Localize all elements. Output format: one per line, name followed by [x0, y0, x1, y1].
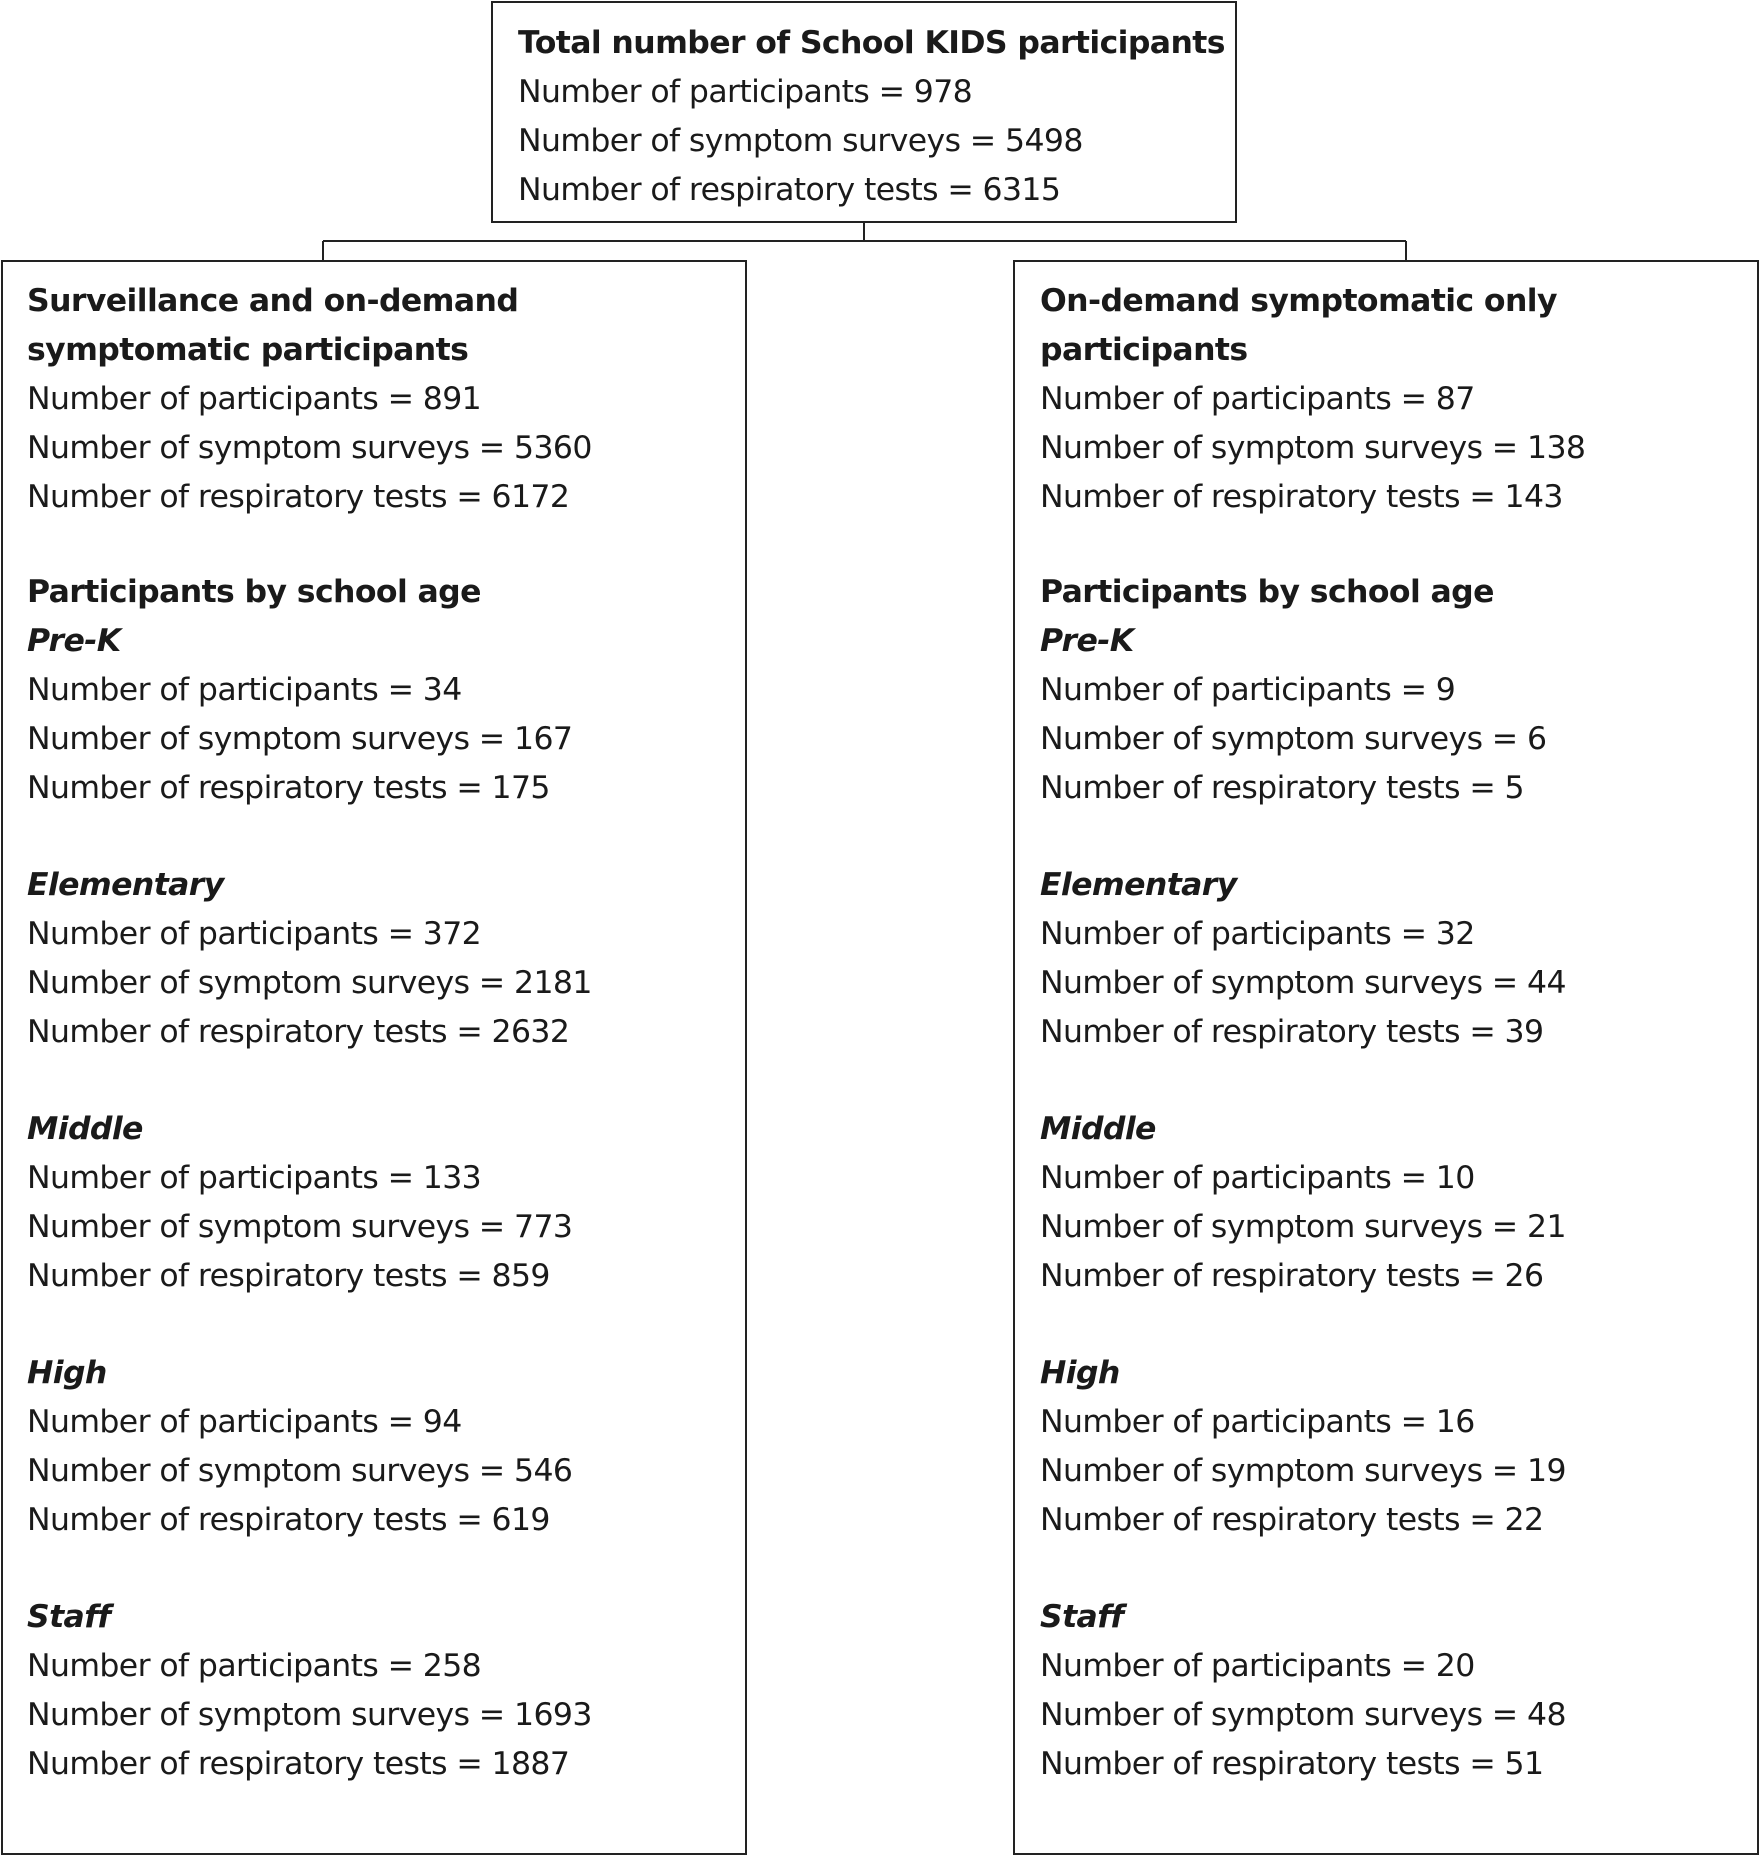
right-box-title-line1: On-demand symptomatic only [1040, 283, 1557, 319]
left-participants-count: Number of participants = 891 [27, 381, 482, 417]
right-group-elementary [1040, 861, 1757, 1057]
right-group-participants: Number of participants = 20 [1040, 1648, 1475, 1684]
right-group-tests: Number of respiratory tests = 5 [1040, 770, 1524, 806]
right-group-tests: Number of respiratory tests = 51 [1040, 1746, 1544, 1782]
left-group-name: Pre-K [27, 623, 121, 659]
right-by-age-heading: Participants by school age [1040, 574, 1494, 610]
right-group-high [1040, 1349, 1757, 1545]
right-group-surveys: Number of symptom surveys = 48 [1040, 1697, 1566, 1733]
left-group-high [27, 1349, 745, 1545]
right-box-title-line2: participants [1040, 332, 1248, 368]
left-group-tests: Number of respiratory tests = 1887 [27, 1746, 570, 1782]
right-participants-count: Number of participants = 87 [1040, 381, 1475, 417]
right-group-middle [1040, 1105, 1757, 1301]
left-by-age-heading: Participants by school age [27, 574, 481, 610]
left-group-surveys: Number of symptom surveys = 773 [27, 1209, 573, 1245]
left-group-participants: Number of participants = 94 [27, 1404, 462, 1440]
right-group-participants: Number of participants = 9 [1040, 672, 1456, 708]
right-group-surveys: Number of symptom surveys = 21 [1040, 1209, 1566, 1245]
right-group-name: High [1040, 1355, 1120, 1391]
left-group-participants: Number of participants = 34 [27, 672, 462, 708]
right-group-tests: Number of respiratory tests = 39 [1040, 1014, 1544, 1050]
left-group-name: Staff [27, 1599, 111, 1635]
total-surveys-count: Number of symptom surveys = 5498 [518, 123, 1083, 159]
right-group-participants: Number of participants = 32 [1040, 916, 1475, 952]
left-group-tests: Number of respiratory tests = 2632 [27, 1014, 570, 1050]
right-group-name: Pre-K [1040, 623, 1134, 659]
right-tests-count: Number of respiratory tests = 143 [1040, 479, 1563, 515]
on-demand-participants-box [1013, 260, 1759, 1855]
left-group-prek [27, 617, 745, 813]
left-group-tests: Number of respiratory tests = 619 [27, 1502, 550, 1538]
right-group-name: Elementary [1040, 867, 1237, 903]
left-group-surveys: Number of symptom surveys = 2181 [27, 965, 592, 1001]
total-box-title: Total number of School KIDS participants [518, 25, 1225, 61]
right-group-tests: Number of respiratory tests = 22 [1040, 1502, 1544, 1538]
left-group-tests: Number of respiratory tests = 175 [27, 770, 550, 806]
left-surveys-count: Number of symptom surveys = 5360 [27, 430, 592, 466]
total-participants-count: Number of participants = 978 [518, 74, 973, 110]
left-group-staff [27, 1593, 745, 1789]
total-participants-box [491, 1, 1237, 223]
left-group-participants: Number of participants = 372 [27, 916, 482, 952]
left-group-elementary [27, 861, 745, 1057]
left-box-title-line2: symptomatic participants [27, 332, 469, 368]
right-group-name: Middle [1040, 1111, 1156, 1147]
left-tests-count: Number of respiratory tests = 6172 [27, 479, 570, 515]
left-box-title-line1: Surveillance and on-demand [27, 283, 519, 319]
right-group-participants: Number of participants = 10 [1040, 1160, 1475, 1196]
left-group-participants: Number of participants = 133 [27, 1160, 482, 1196]
left-group-name: Elementary [27, 867, 224, 903]
left-group-name: High [27, 1355, 107, 1391]
total-tests-count: Number of respiratory tests = 6315 [518, 172, 1061, 208]
right-group-tests: Number of respiratory tests = 26 [1040, 1258, 1544, 1294]
right-group-participants: Number of participants = 16 [1040, 1404, 1475, 1440]
right-surveys-count: Number of symptom surveys = 138 [1040, 430, 1586, 466]
right-group-staff [1040, 1593, 1757, 1789]
right-group-surveys: Number of symptom surveys = 6 [1040, 721, 1547, 757]
left-group-surveys: Number of symptom surveys = 167 [27, 721, 573, 757]
surveillance-participants-box [1, 260, 747, 1855]
right-group-name: Staff [1040, 1599, 1124, 1635]
left-group-tests: Number of respiratory tests = 859 [27, 1258, 550, 1294]
left-group-surveys: Number of symptom surveys = 546 [27, 1453, 573, 1489]
left-group-participants: Number of participants = 258 [27, 1648, 482, 1684]
left-group-name: Middle [27, 1111, 143, 1147]
right-group-prek [1040, 617, 1757, 813]
right-group-surveys: Number of symptom surveys = 19 [1040, 1453, 1566, 1489]
left-group-middle [27, 1105, 745, 1301]
left-group-surveys: Number of symptom surveys = 1693 [27, 1697, 592, 1733]
right-group-surveys: Number of symptom surveys = 44 [1040, 965, 1566, 1001]
